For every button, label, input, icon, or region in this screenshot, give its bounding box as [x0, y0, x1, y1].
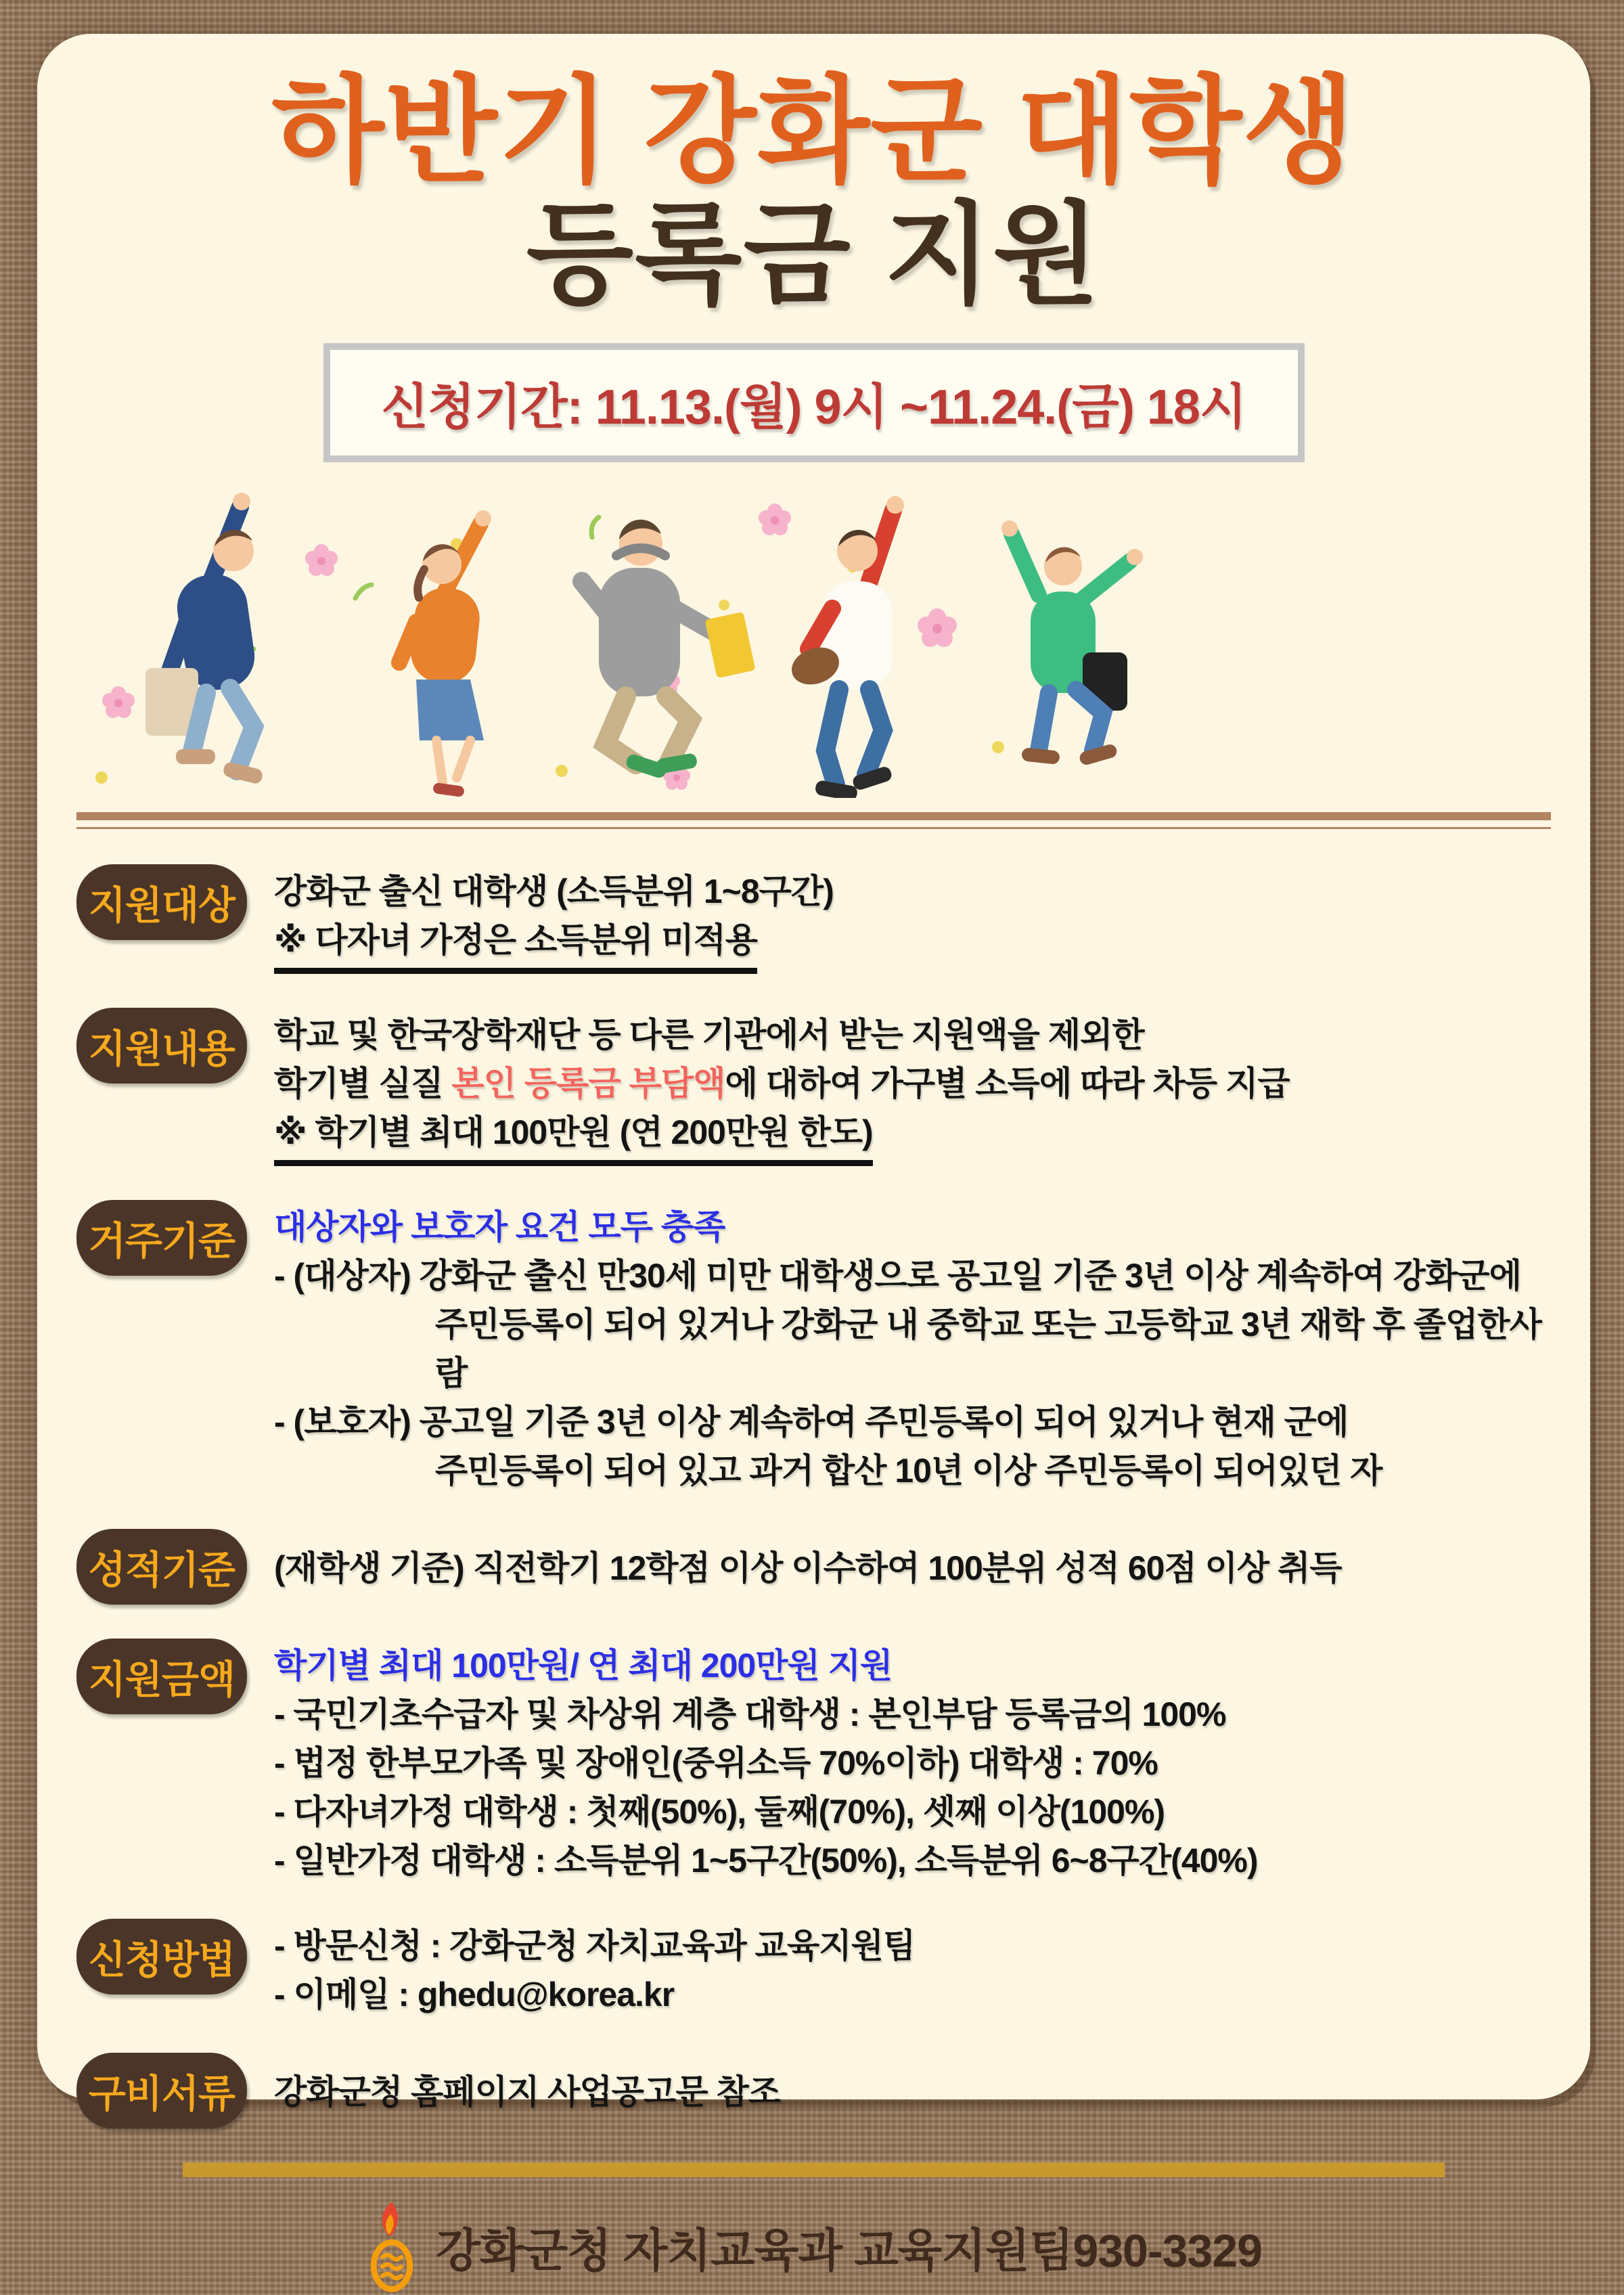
badge-apply: 신청방법 [76, 1919, 247, 1995]
student-green [1001, 520, 1143, 766]
residency-line4: 주민등록이 되어 있고 과거 합산 10년 이상 주민등록이 되어있던 자 [435, 1451, 1382, 1490]
student-navy [145, 493, 264, 785]
section-documents [76, 2053, 1551, 2129]
student-hoodie [582, 520, 756, 780]
application-period-box [323, 343, 1305, 462]
flame-torch-icon [365, 2200, 418, 2295]
badge-documents: 구비서류 [76, 2053, 247, 2129]
section-amount [76, 1639, 1551, 1885]
students-illustration [37, 480, 1228, 798]
divider-thick-line [76, 812, 1551, 820]
residency-line1: - (대상자) 강화군 출신 만30세 미만 대학생으로 공고일 기준 3년 이상 계속하여 강화군에 [274, 1256, 1521, 1295]
section-residency [76, 1200, 1551, 1495]
support-content-line1: 학교 및 한국장학재단 등 다른 기관에서 받는 지원액을 제외한 [274, 1015, 1144, 1054]
badge-support-target: 지원대상 [76, 864, 247, 940]
section-support-target [76, 864, 1551, 974]
support-target-note: ※ 다자녀 가정은 소득분위 미적용 [274, 916, 757, 974]
student-raglan [786, 496, 904, 798]
highlighted-tuition-text: 본인 등록금 부담액 [451, 1064, 725, 1102]
residency-line2: 주민등록이 되어 있거나 강화군 내 중학교 또는 고등학교 3년 재학 후 졸업한사람 [435, 1305, 1541, 1392]
section-grade [76, 1529, 1551, 1605]
poster-panel [37, 34, 1590, 2277]
badge-amount: 지원금액 [76, 1639, 247, 1714]
application-period-text: 신청기간: 11.13.(월) 9시 ~11.24.(금) 18시 [381, 380, 1246, 435]
poster-title-line2: 등록금 지원 [526, 192, 1102, 317]
amount-line1: - 국민기초수급자 및 차상위 계층 대학생 : 본인부담 등록금의 100% [274, 1695, 1226, 1733]
poster-title-line1: 하반기 강화군 대학생 [271, 66, 1356, 196]
info-sections [76, 864, 1551, 2129]
badge-grade: 성적기준 [76, 1529, 247, 1605]
footer-gold-bar [183, 2162, 1445, 2177]
badge-residency: 거주기준 [76, 1200, 247, 1276]
footer-contact-row [37, 2200, 1590, 2295]
section-divider [76, 812, 1551, 829]
amount-heading: 학기별 최대 100만원/ 연 최대 200만원 지원 [274, 1646, 893, 1685]
residency-heading: 대상자와 보호자 요건 모두 충족 [274, 1207, 725, 1246]
poster-title [37, 66, 1590, 317]
amount-line3: - 다자녀가정 대학생 : 첫째(50%), 둘째(70%), 셋째 이상(100%) [274, 1792, 1165, 1831]
apply-line1: - 방문신청 : 강화군청 자치교육과 교육지원팀 [274, 1926, 916, 1965]
student-orange [399, 510, 491, 797]
footer-contact-text: 강화군청 자치교육과 교육지원팀930-3329 [436, 2225, 1262, 2277]
section-support-content [76, 1008, 1551, 1166]
residency-line3: - (보호자) 공고일 기준 3년 이상 계속하여 주민등록이 되어 있거나 현재 군에 [274, 1402, 1349, 1441]
section-apply [76, 1919, 1551, 2019]
amount-line4: - 일반가정 대학생 : 소득분위 1~5구간(50%), 소득분위 6~8구간(40%) [274, 1841, 1258, 1879]
support-content-line2: 학기별 실질 본인 등록금 부담액에 대하여 가구별 소득에 따라 차등 지급 [274, 1064, 1290, 1102]
support-content-note: ※ 학기별 최대 100만원 (연 200만원 한도) [274, 1108, 873, 1166]
amount-line2: - 법정 한부모가족 및 장애인(중위소득 70%이하) 대학생 : 70% [274, 1743, 1158, 1782]
apply-email: - 이메일 : ghedu@korea.kr [274, 1975, 675, 2013]
badge-support-content: 지원내용 [76, 1008, 247, 1084]
documents-line1: 강화군청 홈페이지 사업공고문 참조 [274, 2072, 781, 2111]
divider-thin-line [76, 827, 1551, 829]
support-target-line1: 강화군 출신 대학생 (소득분위 1~8구간) [274, 872, 834, 910]
grade-line1: (재학생 기준) 직전학기 12학점 이상 이수하여 100분위 성적 60점 이상 취득 [274, 1548, 1342, 1587]
